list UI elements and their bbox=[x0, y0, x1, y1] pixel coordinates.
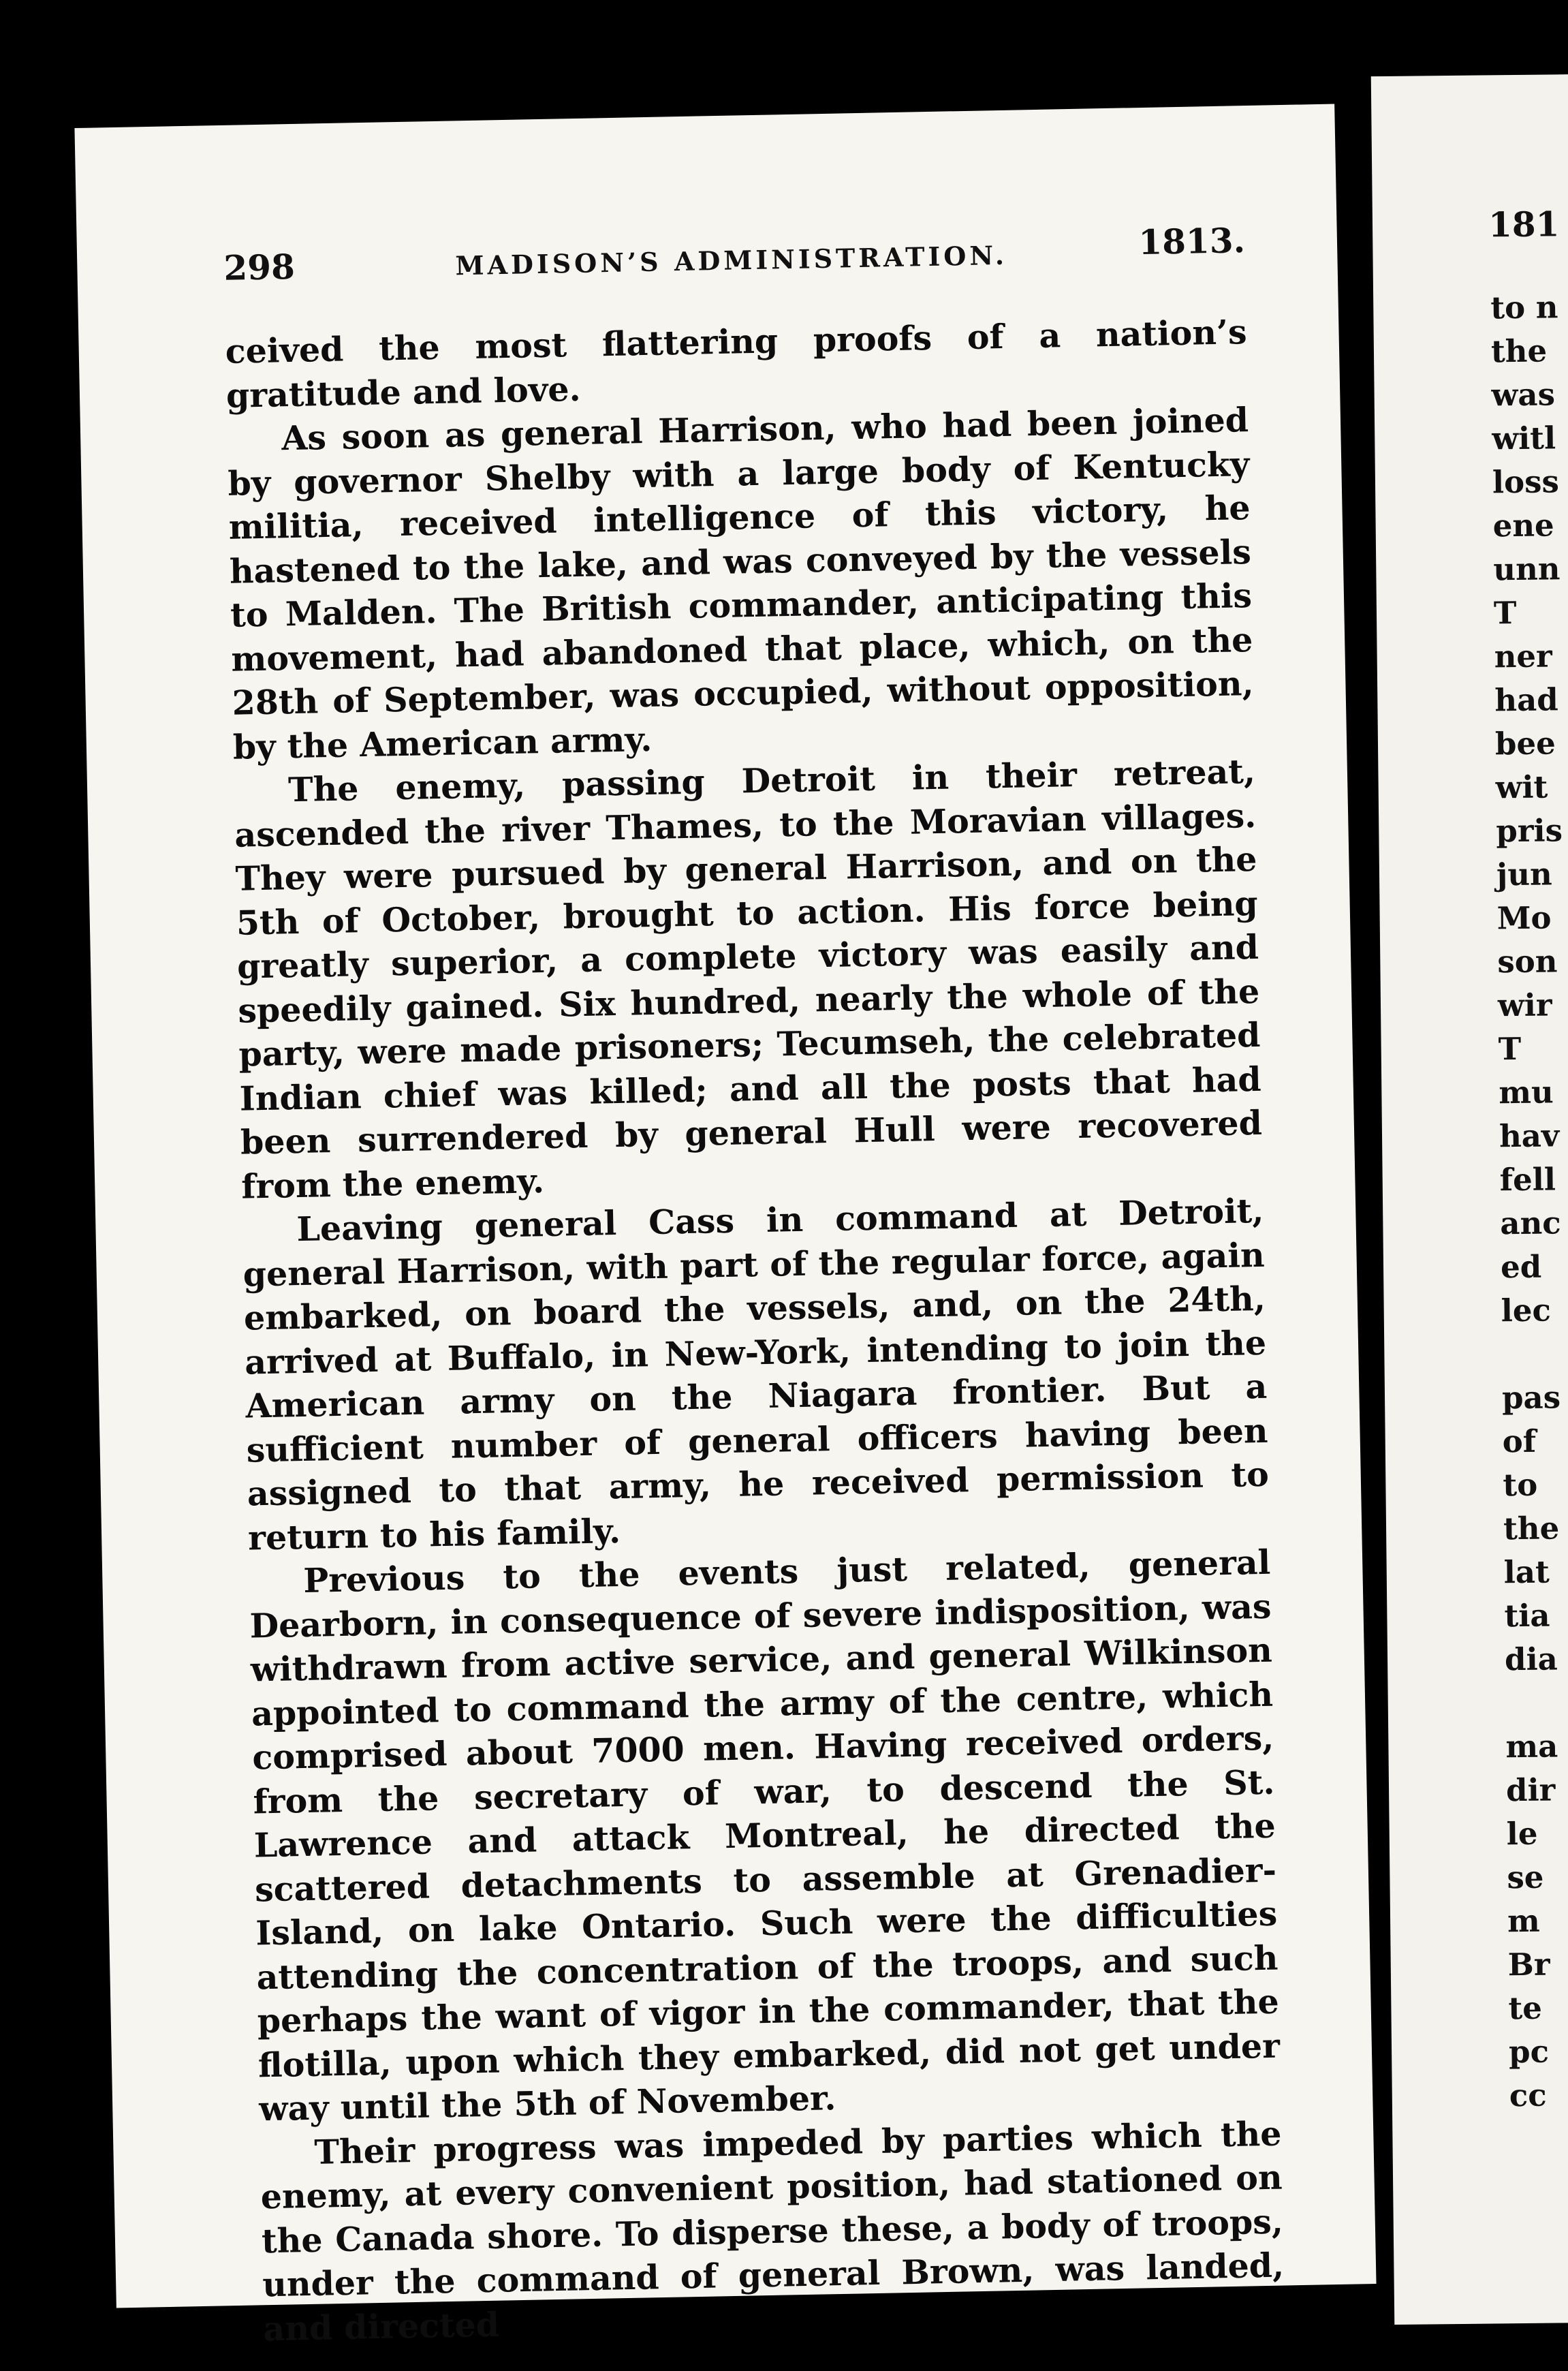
page-number: 298 bbox=[223, 246, 296, 288]
paragraph: Their progress was impeded by parties which the enemy, at every convenient position, had stationed on the Canada shore. To disperse these, a body of troops, under the command of general Brown, was landed, and directed bbox=[260, 2113, 1285, 2349]
facing-line: Mo bbox=[1496, 899, 1552, 937]
facing-line: hav bbox=[1499, 1117, 1560, 1155]
facing-line: cc bbox=[1509, 2077, 1547, 2114]
facing-page-lines bbox=[1490, 285, 1568, 2118]
facing-line: lat bbox=[1503, 1553, 1550, 1591]
facing-line bbox=[1501, 1332, 1568, 1376]
facing-line: fell bbox=[1499, 1161, 1556, 1198]
page-content bbox=[223, 220, 1285, 2351]
facing-line: pas bbox=[1501, 1379, 1561, 1416]
facing-line: to n bbox=[1490, 289, 1558, 326]
facing-line: tia bbox=[1504, 1597, 1550, 1634]
running-year: 1813. bbox=[1138, 220, 1246, 263]
body-text bbox=[225, 310, 1285, 2351]
facing-line: loss bbox=[1492, 463, 1560, 501]
facing-line: dir bbox=[1505, 1771, 1556, 1809]
facing-line: son bbox=[1497, 943, 1558, 980]
facing-line: se bbox=[1507, 1859, 1544, 1896]
facing-line: m bbox=[1507, 1902, 1540, 1940]
facing-line: T bbox=[1498, 1030, 1522, 1068]
facing-line: pris bbox=[1496, 812, 1563, 850]
facing-line: te bbox=[1508, 1989, 1543, 2027]
facing-line: was bbox=[1491, 376, 1556, 414]
facing-page bbox=[1371, 74, 1568, 2325]
facing-line: had bbox=[1494, 681, 1558, 719]
facing-line: mu bbox=[1499, 1074, 1554, 1111]
facing-line: unn bbox=[1493, 551, 1561, 588]
facing-line: ma bbox=[1505, 1728, 1558, 1765]
facing-line: Br bbox=[1507, 1946, 1550, 1983]
facing-line: T bbox=[1493, 594, 1517, 632]
facing-line: ene bbox=[1492, 507, 1554, 544]
running-head bbox=[223, 220, 1246, 303]
book-page bbox=[74, 104, 1376, 2349]
paragraph: Previous to the events just related, general Dearborn, in consequence of severe indisposition, was withdrawn from active service, and general Wilkinson appointed to command the army of the centre, which comprised about 7000 men. Having received orders, from the secretary of war, to descend the St. Lawrence and attack Montreal, he directed the scattered detachments to assemble at Grenadier-Island, on lake Ontario. Such were the difficulties attending the concentration of the troops, and such perhaps the want of vigor in the commander, that the flotilla, upon which they embarked, did not get under way until the 5th of November. bbox=[249, 1542, 1281, 2129]
facing-line: pc bbox=[1508, 2033, 1550, 2071]
paragraph: Leaving general Cass in command at Detroit, general Harrison, with part of the regular force, again embarked, on board the vessels, and, on the 24th, arrived at Buffalo, in New-York, intending to join the American army on the Niagara frontier. But a sufficient number of general officers having been assigned to that army, he received permission to return to his family. bbox=[242, 1190, 1270, 1558]
facing-line: the bbox=[1503, 1510, 1560, 1547]
facing-line: wit bbox=[1495, 769, 1548, 806]
facing-line: wir bbox=[1497, 987, 1552, 1024]
facing-line: jun bbox=[1496, 856, 1553, 893]
running-title: MADISON’S ADMINISTRATION. bbox=[454, 239, 1008, 281]
paragraph: As soon as general Harrison, who had been joined by governor Shelby with a large body of Kentucky militia, received intelligence of this victory, he hastened to the lake, and was conveyed by the vessels to Malden. The British commander, anticipating this movement, had abandoned that place, which, on the 28th of September, was occupied, without opposition, by the American army. bbox=[227, 400, 1254, 767]
facing-line: bee bbox=[1494, 725, 1556, 762]
facing-page-head: 181 bbox=[1488, 204, 1560, 245]
facing-line: dia bbox=[1504, 1641, 1558, 1678]
facing-line: of bbox=[1502, 1423, 1537, 1460]
facing-line: ner bbox=[1494, 638, 1552, 675]
facing-line: to bbox=[1503, 1466, 1538, 1504]
facing-line: witl bbox=[1492, 420, 1556, 457]
facing-line: the bbox=[1490, 332, 1548, 370]
paragraph: ceived the most flattering proofs of a nation’s gratitude and love. bbox=[225, 312, 1248, 416]
facing-line bbox=[1505, 1681, 1568, 1725]
facing-line: lec bbox=[1501, 1292, 1552, 1329]
facing-line: anc bbox=[1500, 1205, 1561, 1242]
facing-line: le bbox=[1506, 1815, 1538, 1853]
facing-line: ed bbox=[1500, 1248, 1542, 1286]
paragraph: The enemy, passing Detroit in their retreat, ascended the river Thames, to the Moravian villages. They were pursued by general Harrison, and on the 5th of October, brought to action. His force being greatly superior, a complete victory was easily and speedily gained. Six hundred, nearly the whole of the party, were made prisoners; Tecumseh, the celebrated Indian chief was killed; and all the posts that had been surrendered by general Hull were recovered from the enemy. bbox=[234, 751, 1263, 1207]
